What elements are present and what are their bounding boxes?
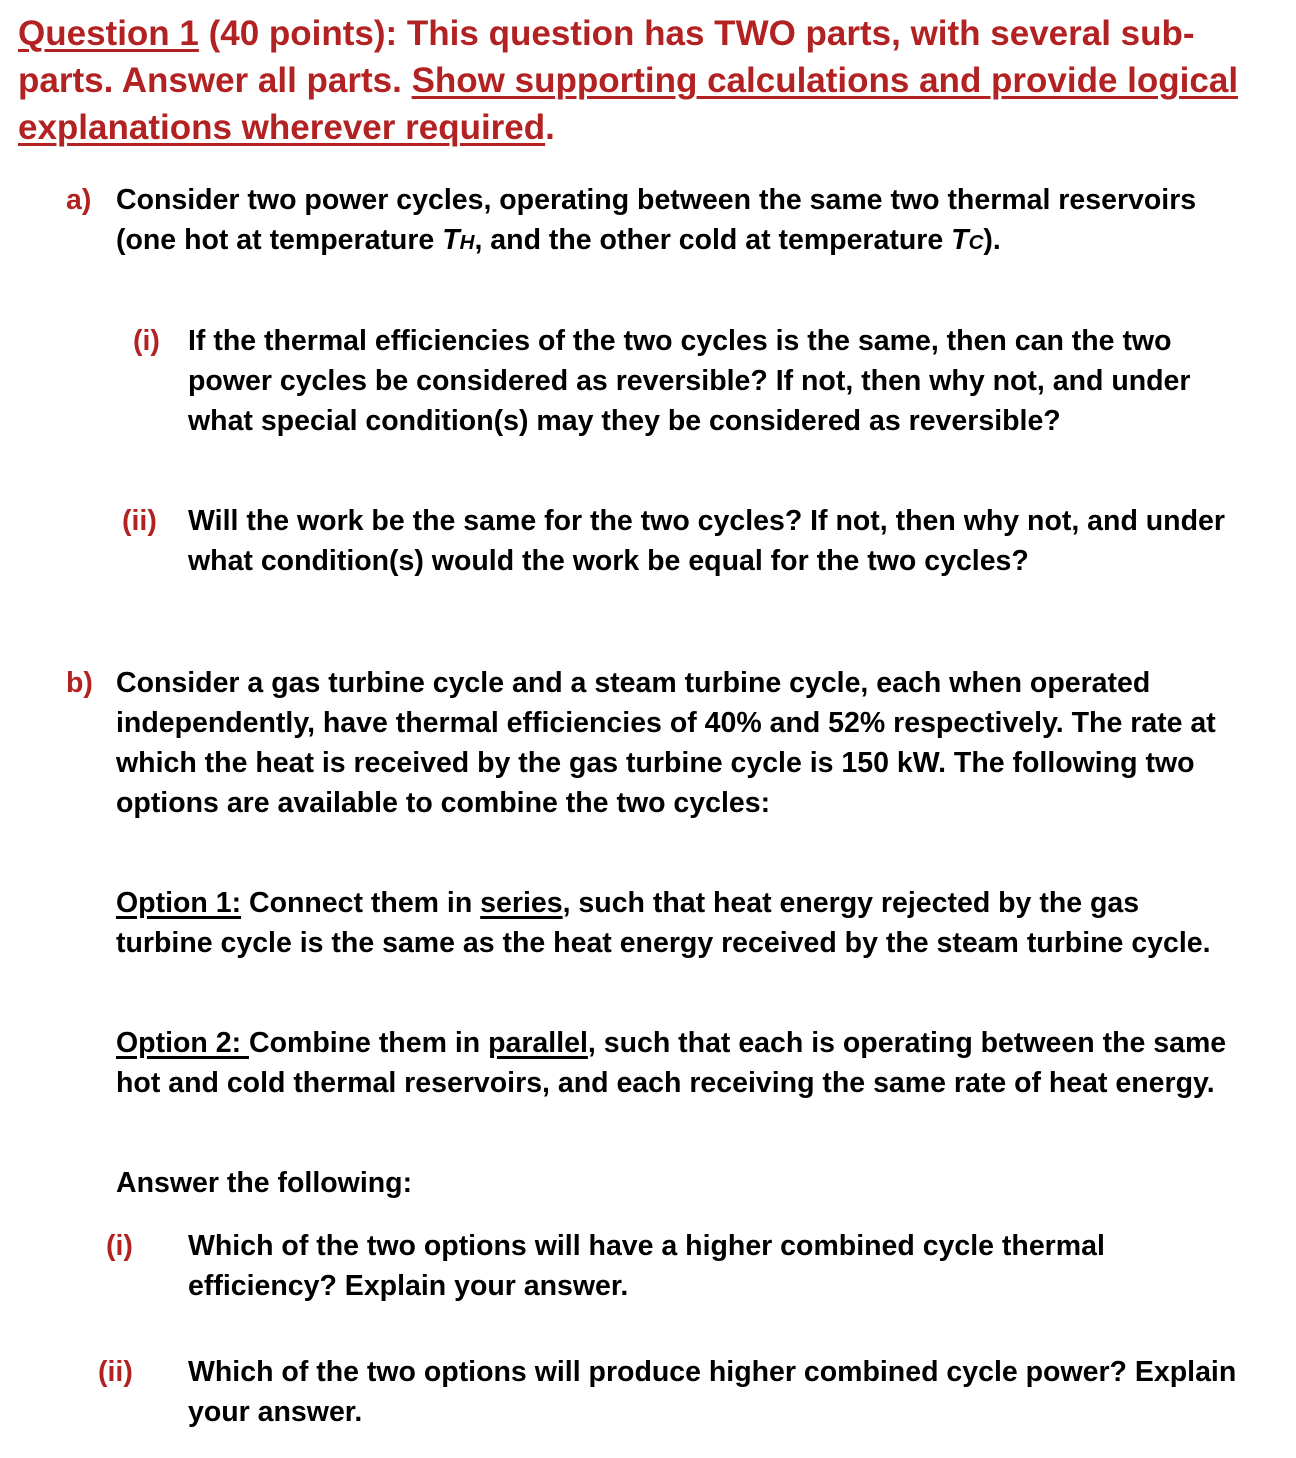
question-label: Question 1 bbox=[18, 14, 199, 53]
part-a-sub-i-text: If the thermal efficiencies of the two cycles is the same, then can the two power cycles be considered as reversible? If not, then why not, and under what special condition(s) may they be considered as reversible? bbox=[188, 325, 1191, 437]
header-period: . bbox=[545, 108, 555, 147]
part-b-sub-ii-label: (ii) bbox=[98, 1356, 133, 1388]
part-b-sub-ii-text: Which of the two options will produce higher combined cycle power? Explain your answer. bbox=[188, 1356, 1237, 1428]
option-2: Option 2: Combine them in parallel, such that each is operating between the same hot and cold thermal reservoirs, and each receiving the same rate of heat energy. bbox=[116, 1027, 1227, 1099]
part-b-sub-i-label: (i) bbox=[106, 1230, 133, 1262]
instruction-text: Show supporting calculations and provide logical explanations wherever required bbox=[18, 61, 1239, 147]
th-symbol: TH bbox=[442, 224, 475, 256]
part-b-intro: Consider a gas turbine cycle and a steam turbine cycle, each when operated independently, have thermal efficiencies of 40% and 52% respectively. The rate at which the heat is received by the gas turbine cycle is 150 kW. The following two options are available to combine the two cycles: bbox=[116, 667, 1216, 819]
tc-symbol: TC bbox=[951, 224, 984, 256]
part-a-sub-ii-text: Will the work be the same for the two cycles? If not, then why not, and under what condition(s) would the work be equal for the two cycles? bbox=[188, 505, 1225, 577]
part-b-sub-i-text: Which of the two options will have a higher combined cycle thermal efficiency? Explain your answer. bbox=[188, 1230, 1105, 1302]
part-a-label: a) bbox=[66, 184, 92, 216]
question-points: (40 points): This question has TWO parts, with several sub-parts. Answer all parts. bbox=[18, 14, 1195, 100]
answer-heading: Answer the following: bbox=[116, 1167, 413, 1199]
part-a-sub-ii-label: (ii) bbox=[122, 505, 157, 537]
option-1: Option 1: Connect them in series, such that heat energy rejected by the gas turbine cycle is the same as the heat energy received by the steam turbine cycle. bbox=[116, 887, 1211, 959]
option-1-key: series bbox=[480, 887, 563, 919]
option-1-label: Option 1: bbox=[116, 887, 242, 919]
part-a-intro: Consider two power cycles, operating between the same two thermal reservoirs (one hot at temperature TH, and the other cold at temperature TC). bbox=[116, 184, 1197, 256]
option-2-key: parallel bbox=[488, 1027, 588, 1059]
part-b-label: b) bbox=[66, 667, 93, 699]
part-a-sub-i-label: (i) bbox=[133, 325, 160, 357]
option-2-label: Option 2: bbox=[116, 1027, 249, 1059]
question-header bbox=[18, 10, 1278, 151]
